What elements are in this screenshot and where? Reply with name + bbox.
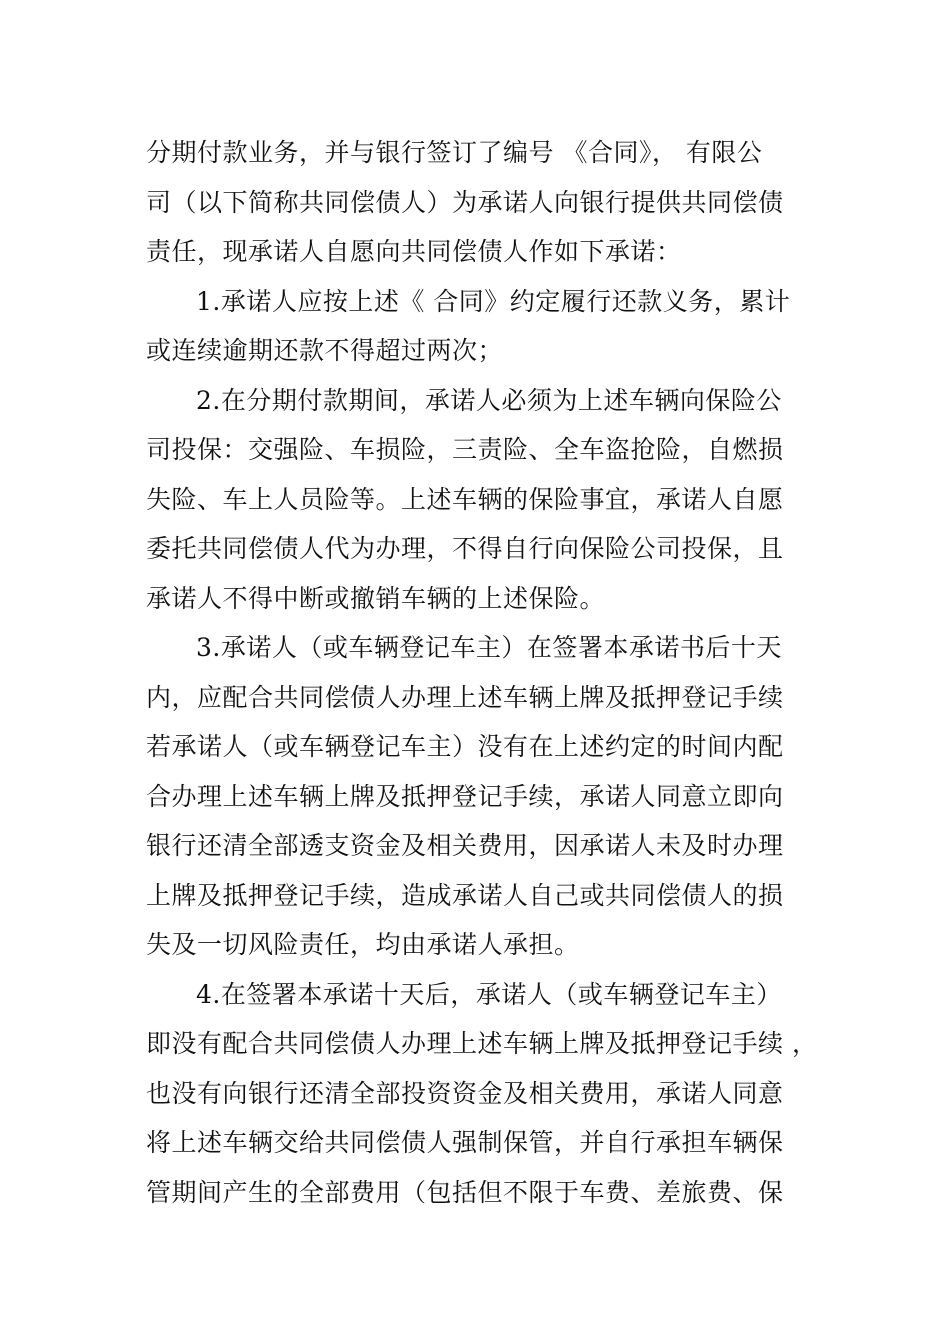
document-body: [146, 128, 818, 1217]
text-line: 上牌及抵押登记手续，造成承诺人自己或共同偿债人的损: [146, 880, 784, 910]
text-line: 承诺人不得中断或撤销车辆的上述保险。: [146, 583, 606, 613]
clause-3-start: 3.承诺人（或车辆登记车主）在签署本承诺书后十天: [196, 633, 782, 662]
clause-4-start: 4.在签署本承诺十天后，承诺人（或车辆登记车主）: [196, 979, 782, 1009]
clause-1-start: 1.承诺人应按上述《 合同》约定履行还款义务，累计: [196, 286, 791, 316]
text-line: 将上述车辆交给共同偿债人强制保管，并自行承担车辆保: [146, 1128, 784, 1157]
text-line: 分期付款业务，并与银行签订了编号 《合同》， 有限公: [146, 138, 763, 167]
text-line: 也没有向银行还清全部投资资金及相关费用，承诺人同意: [146, 1078, 784, 1108]
text-line: 合办理上述车辆上牌及抵押登记手续，承诺人同意立即向: [146, 781, 784, 811]
text-line: 司投保：交强险、车损险，三责险、全车盗抢险，自燃损: [146, 435, 784, 464]
text-line: 委托共同偿债人代为办理，不得自行向保险公司投保，且: [146, 534, 784, 563]
clause-2-start: 2.在分期付款期间，承诺人必须为上述车辆向保险公: [196, 385, 782, 415]
text-line: 即没有配合共同偿债人办理上述车辆上牌及抵押登记手续 ，: [146, 1029, 818, 1058]
text-line: 或连续逾期还款不得超过两次；: [146, 336, 504, 365]
text-line: 责任，现承诺人自愿向共同偿债人作如下承诺：: [146, 237, 682, 266]
text-line: 司（以下简称共同偿债人）为承诺人向银行提供共同偿债: [146, 187, 784, 217]
text-line: 银行还清全部透支资金及相关费用，因承诺人未及时办理: [146, 831, 784, 860]
text-line: 失险、车上人员险等。上述车辆的保险事宜，承诺人自愿: [146, 484, 784, 514]
text-line: 管期间产生的全部费用（包括但不限于车费、差旅费、保: [146, 1177, 784, 1207]
text-line: 失及一切风险责任，均由承诺人承担。: [146, 930, 580, 959]
text-line: 内，应配合共同偿债人办理上述车辆上牌及抵押登记手续: [146, 682, 784, 712]
text-line: 若承诺人（或车辆登记车主）没有在上述约定的时间内配: [146, 732, 784, 761]
